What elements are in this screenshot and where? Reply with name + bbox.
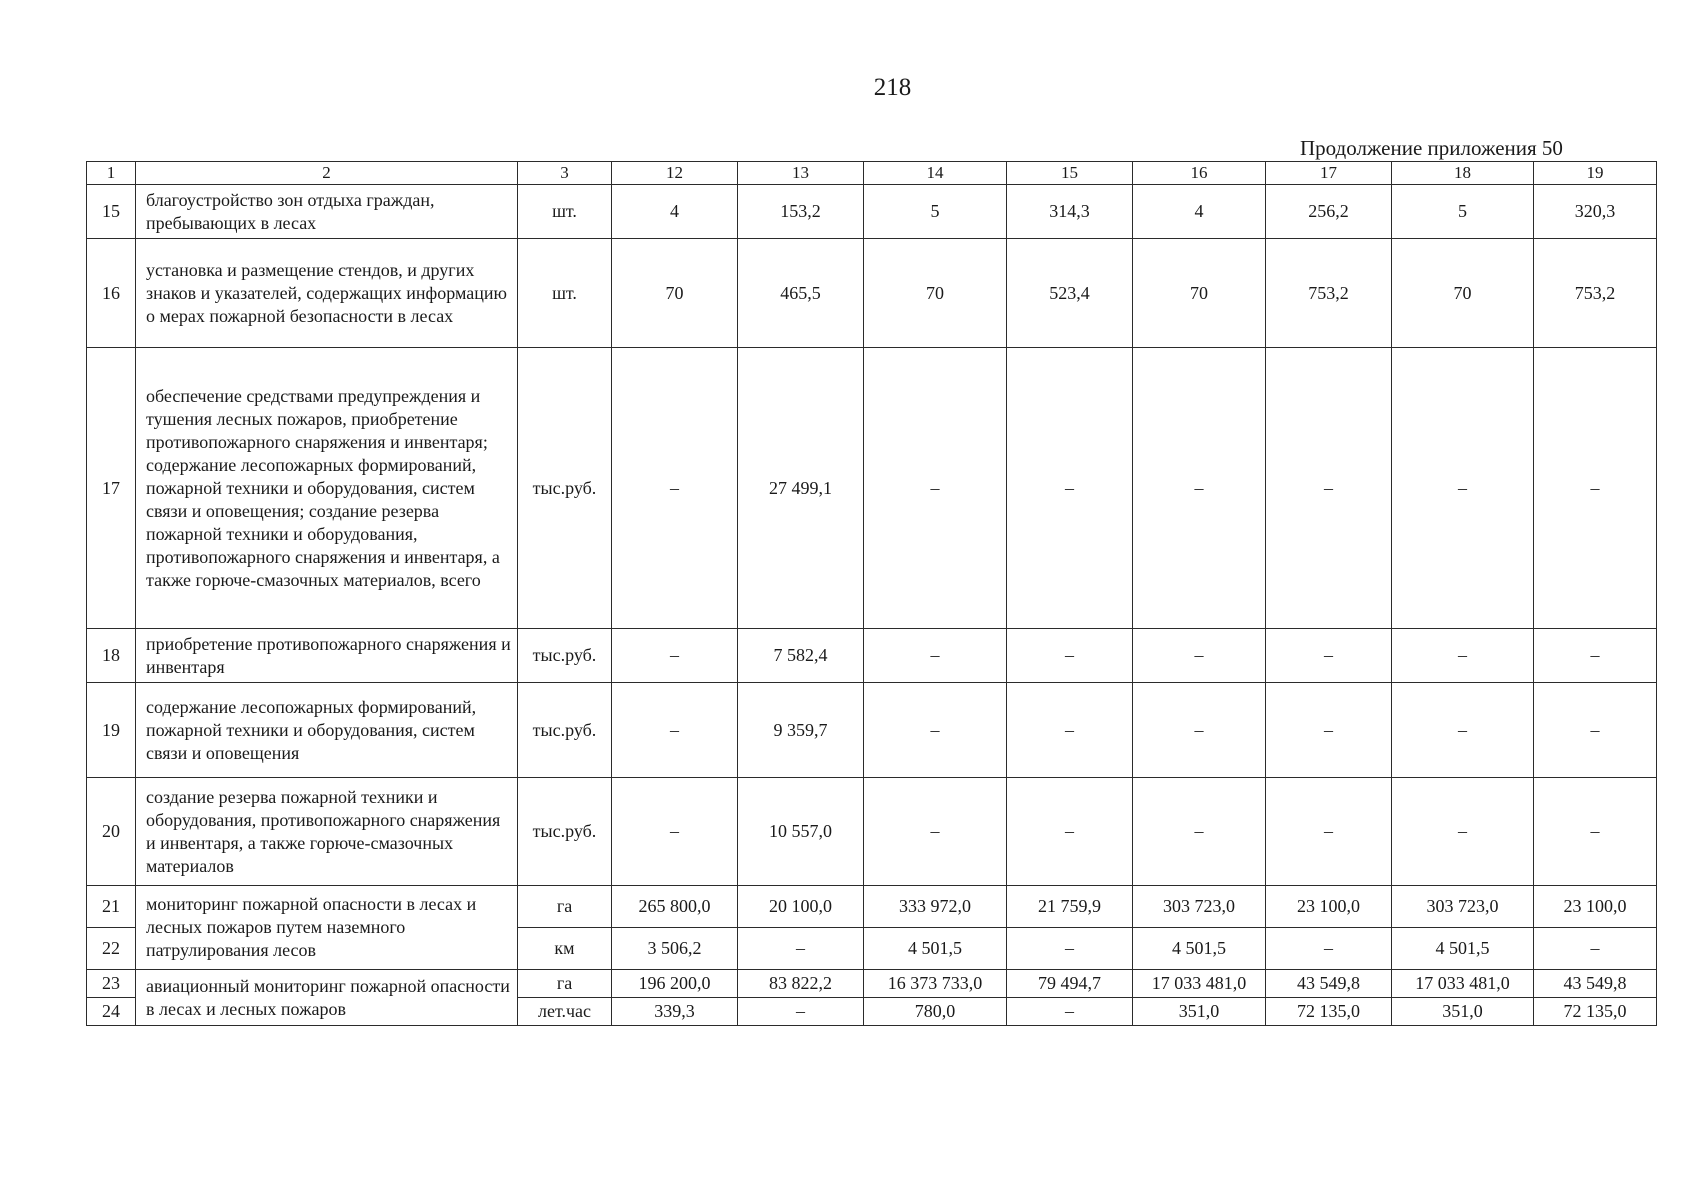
- value-cell: –: [1534, 683, 1657, 778]
- table-row: [87, 683, 1657, 778]
- value-cell: 351,0: [1133, 998, 1266, 1026]
- value-cell: 16 373 733,0: [864, 970, 1007, 998]
- value-cell: 3 506,2: [612, 928, 738, 970]
- value-cell: –: [1266, 683, 1392, 778]
- unit-cell: лет.час: [518, 998, 612, 1026]
- value-cell: –: [1534, 778, 1657, 886]
- row-number-cell: 23: [87, 970, 136, 998]
- value-cell: 265 800,0: [612, 886, 738, 928]
- value-cell: –: [864, 683, 1007, 778]
- value-cell: 780,0: [864, 998, 1007, 1026]
- value-cell: 70: [612, 239, 738, 348]
- header-row: [87, 162, 1657, 185]
- value-cell: 72 135,0: [1534, 998, 1657, 1026]
- value-cell: –: [1392, 629, 1534, 683]
- value-cell: –: [1007, 683, 1133, 778]
- value-cell: –: [1007, 629, 1133, 683]
- value-cell: –: [1007, 998, 1133, 1026]
- value-cell: 5: [1392, 185, 1534, 239]
- description-cell: приобретение противопожарного снаряжения и инвентаря: [136, 629, 518, 683]
- value-cell: –: [864, 348, 1007, 629]
- value-cell: 17 033 481,0: [1133, 970, 1266, 998]
- row-number-cell: 19: [87, 683, 136, 778]
- value-cell: 314,3: [1007, 185, 1133, 239]
- value-cell: –: [1007, 778, 1133, 886]
- value-cell: 72 135,0: [1266, 998, 1392, 1026]
- value-cell: 4 501,5: [864, 928, 1007, 970]
- unit-cell: км: [518, 928, 612, 970]
- value-cell: 43 549,8: [1534, 970, 1657, 998]
- unit-cell: га: [518, 970, 612, 998]
- value-cell: 465,5: [738, 239, 864, 348]
- value-cell: –: [738, 998, 864, 1026]
- value-cell: –: [1007, 928, 1133, 970]
- header-cell: 14: [864, 162, 1007, 185]
- value-cell: 320,3: [1534, 185, 1657, 239]
- row-number-cell: 18: [87, 629, 136, 683]
- row-number-cell: 16: [87, 239, 136, 348]
- value-cell: 753,2: [1534, 239, 1657, 348]
- unit-cell: тыс.руб.: [518, 629, 612, 683]
- header-cell: 16: [1133, 162, 1266, 185]
- value-cell: 4: [1133, 185, 1266, 239]
- row-number-cell: 24: [87, 998, 136, 1026]
- value-cell: 303 723,0: [1392, 886, 1534, 928]
- unit-cell: га: [518, 886, 612, 928]
- value-cell: –: [1534, 348, 1657, 629]
- value-cell: 23 100,0: [1266, 886, 1392, 928]
- row-number-cell: 17: [87, 348, 136, 629]
- value-cell: –: [1266, 629, 1392, 683]
- value-cell: –: [1133, 683, 1266, 778]
- header-cell: 13: [738, 162, 864, 185]
- description-cell: установка и размещение стендов, и других знаков и указателей, содержащих информацию о мерах пожарной безопасности в лесах: [136, 239, 518, 348]
- value-cell: 333 972,0: [864, 886, 1007, 928]
- value-cell: 7 582,4: [738, 629, 864, 683]
- value-cell: 43 549,8: [1266, 970, 1392, 998]
- page-number: 218: [873, 74, 912, 101]
- row-number-cell: 15: [87, 185, 136, 239]
- value-cell: –: [1392, 348, 1534, 629]
- row-number-cell: 22: [87, 928, 136, 970]
- value-cell: 70: [1133, 239, 1266, 348]
- header-cell: 2: [136, 162, 518, 185]
- value-cell: –: [1392, 778, 1534, 886]
- value-cell: –: [864, 778, 1007, 886]
- value-cell: 27 499,1: [738, 348, 864, 629]
- value-cell: 23 100,0: [1534, 886, 1657, 928]
- value-cell: –: [1392, 683, 1534, 778]
- unit-cell: шт.: [518, 239, 612, 348]
- value-cell: –: [612, 683, 738, 778]
- value-cell: 21 759,9: [1007, 886, 1133, 928]
- table-row: [87, 348, 1657, 629]
- description-cell: мониторинг пожарной опасности в лесах и лесных пожаров путем наземного патрулирования лесов: [136, 886, 518, 970]
- appendix-caption: Продолжение приложения 50: [1300, 136, 1563, 160]
- value-cell: 523,4: [1007, 239, 1133, 348]
- value-cell: –: [1133, 348, 1266, 629]
- unit-cell: тыс.руб.: [518, 778, 612, 886]
- value-cell: 351,0: [1392, 998, 1534, 1026]
- value-cell: 753,2: [1266, 239, 1392, 348]
- description-cell: благоустройство зон отдыха граждан, пребывающих в лесах: [136, 185, 518, 239]
- value-cell: 17 033 481,0: [1392, 970, 1534, 998]
- table-row: [87, 970, 1657, 998]
- value-cell: –: [1534, 928, 1657, 970]
- value-cell: –: [612, 778, 738, 886]
- unit-cell: шт.: [518, 185, 612, 239]
- value-cell: 10 557,0: [738, 778, 864, 886]
- table-row: [87, 185, 1657, 239]
- row-number-cell: 20: [87, 778, 136, 886]
- description-cell: обеспечение средствами предупреждения и тушения лесных пожаров, приобретение противопожарного снаряжения и инвентаря; содержание лесопожарных формирований, пожарной техники и оборудования, систем связи и оповещения; создание резерва пожарной техники и оборудования, противопожарного снаряжения и инвентаря, а также горюче-смазочных материалов, всего: [136, 348, 518, 629]
- value-cell: –: [1133, 629, 1266, 683]
- value-cell: 339,3: [612, 998, 738, 1026]
- unit-cell: тыс.руб.: [518, 348, 612, 629]
- value-cell: 79 494,7: [1007, 970, 1133, 998]
- table-row: [87, 778, 1657, 886]
- table-row: [87, 239, 1657, 348]
- value-cell: –: [1266, 928, 1392, 970]
- header-cell: 19: [1534, 162, 1657, 185]
- value-cell: –: [738, 928, 864, 970]
- header-cell: 18: [1392, 162, 1534, 185]
- value-cell: 83 822,2: [738, 970, 864, 998]
- value-cell: 153,2: [738, 185, 864, 239]
- value-cell: –: [612, 629, 738, 683]
- header-cell: 15: [1007, 162, 1133, 185]
- description-cell: авиационный мониторинг пожарной опасности в лесах и лесных пожаров: [136, 970, 518, 1026]
- value-cell: 303 723,0: [1133, 886, 1266, 928]
- value-cell: 4: [612, 185, 738, 239]
- data-table: [86, 161, 1657, 1026]
- value-cell: 196 200,0: [612, 970, 738, 998]
- description-cell: содержание лесопожарных формирований, пожарной техники и оборудования, систем связи и оповещения: [136, 683, 518, 778]
- value-cell: 256,2: [1266, 185, 1392, 239]
- value-cell: 9 359,7: [738, 683, 864, 778]
- header-cell: 12: [612, 162, 738, 185]
- row-number-cell: 21: [87, 886, 136, 928]
- value-cell: 20 100,0: [738, 886, 864, 928]
- value-cell: –: [1266, 778, 1392, 886]
- unit-cell: тыс.руб.: [518, 683, 612, 778]
- value-cell: –: [1007, 348, 1133, 629]
- value-cell: 70: [1392, 239, 1534, 348]
- header-cell: 17: [1266, 162, 1392, 185]
- description-cell: создание резерва пожарной техники и оборудования, противопожарного снаряжения и инвентаря, а также горюче-смазочных материалов: [136, 778, 518, 886]
- value-cell: 70: [864, 239, 1007, 348]
- value-cell: –: [1534, 629, 1657, 683]
- value-cell: 4 501,5: [1392, 928, 1534, 970]
- value-cell: 4 501,5: [1133, 928, 1266, 970]
- value-cell: –: [1266, 348, 1392, 629]
- value-cell: 5: [864, 185, 1007, 239]
- value-cell: –: [864, 629, 1007, 683]
- value-cell: –: [612, 348, 738, 629]
- table-row: [87, 629, 1657, 683]
- table-row: [87, 886, 1657, 928]
- header-cell: 1: [87, 162, 136, 185]
- header-cell: 3: [518, 162, 612, 185]
- value-cell: –: [1133, 778, 1266, 886]
